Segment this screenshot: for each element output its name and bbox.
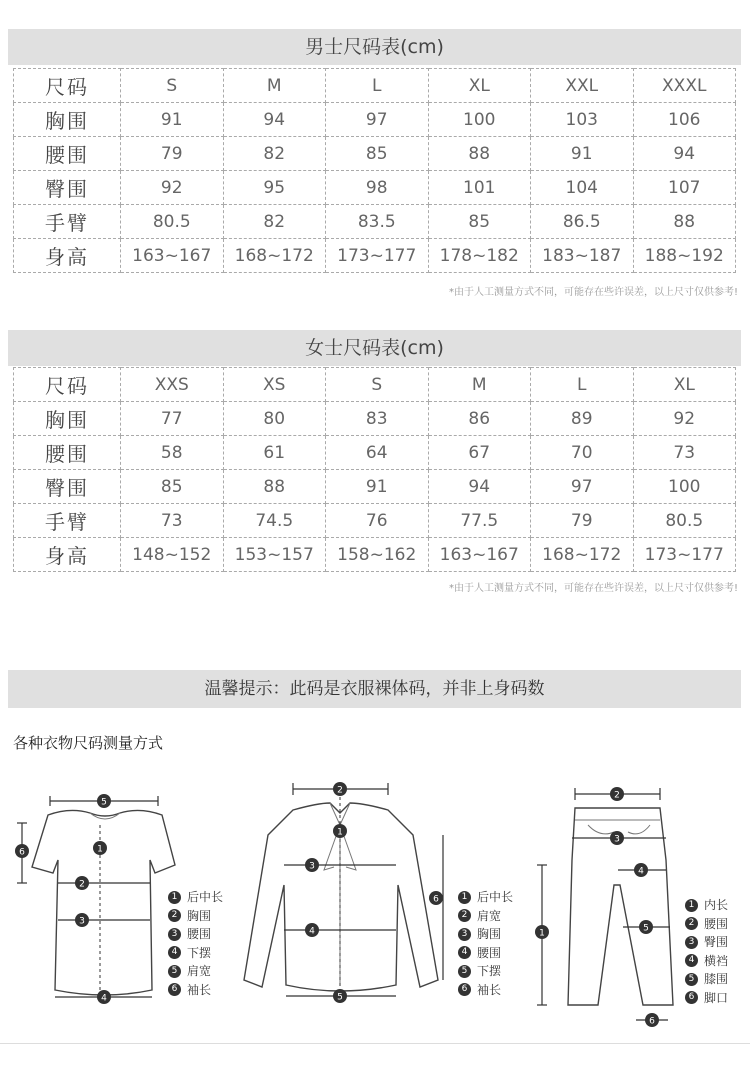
marker-4 [97, 990, 111, 1004]
table-cell: 173~177 [326, 239, 429, 273]
table-cell: 97 [531, 470, 634, 504]
table-cell: 85 [428, 205, 531, 239]
size-label: S [326, 368, 429, 402]
legend-item: 4 下摆 [168, 944, 223, 963]
shirt-legend [458, 888, 513, 999]
table-cell: 91 [326, 470, 429, 504]
table-row [14, 504, 736, 538]
tshirt-legend [168, 888, 223, 999]
measurement-methods-title: 各种衣物尺码测量方式 [13, 734, 164, 752]
svg-text:4: 4 [309, 926, 315, 937]
marker-1 [535, 925, 549, 939]
size-label: S [121, 69, 224, 103]
legend-item: 4 腰围 [458, 944, 513, 963]
table-cell: 61 [223, 436, 326, 470]
table-row [14, 239, 736, 273]
marker-2 [333, 782, 347, 796]
size-label: M [428, 368, 531, 402]
table-cell: 94 [633, 137, 736, 171]
table-cell: 94 [428, 470, 531, 504]
size-label: XS [223, 368, 326, 402]
marker-5 [639, 920, 653, 934]
pants-legend [685, 896, 728, 1007]
table-cell: 77 [121, 402, 224, 436]
table-cell: 80 [223, 402, 326, 436]
table-cell: 73 [633, 436, 736, 470]
row-label: 手臂 [14, 504, 121, 538]
table-cell: 85 [326, 137, 429, 171]
table-cell: 103 [531, 103, 634, 137]
svg-text:1: 1 [539, 928, 545, 939]
table-cell: 100 [633, 470, 736, 504]
size-label: XXS [121, 368, 224, 402]
pants-diagram [528, 780, 678, 1030]
svg-text:1: 1 [337, 827, 343, 838]
table-cell: 101 [428, 171, 531, 205]
table-cell: 88 [428, 137, 531, 171]
table-cell: 88 [223, 470, 326, 504]
row-label: 腰围 [14, 137, 121, 171]
table-cell: 82 [223, 205, 326, 239]
row-label: 手臂 [14, 205, 121, 239]
legend-item: 1 内长 [685, 896, 728, 915]
marker-6 [15, 844, 29, 858]
size-header-label: 尺码 [14, 368, 121, 402]
svg-text:4: 4 [638, 866, 644, 877]
table-cell: 74.5 [223, 504, 326, 538]
table-cell: 67 [428, 436, 531, 470]
svg-text:3: 3 [309, 861, 315, 872]
table-cell: 86.5 [531, 205, 634, 239]
table-cell: 153~157 [223, 538, 326, 572]
table-cell: 173~177 [633, 538, 736, 572]
row-label: 身高 [14, 239, 121, 273]
legend-item: 6 脚口 [685, 989, 728, 1008]
marker-4 [634, 863, 648, 877]
size-label: XXL [531, 69, 634, 103]
warm-tip-banner: 温馨提示：此码是衣服裸体码，并非上身码数 [8, 670, 741, 708]
table-cell: 148~152 [121, 538, 224, 572]
table-cell: 79 [121, 137, 224, 171]
men-table-note: *由于人工测量方式不同，可能存在些许误差，以上尺寸仅供参考! [448, 287, 738, 298]
table-cell: 98 [326, 171, 429, 205]
table-row [14, 470, 736, 504]
legend-item: 3 胸围 [458, 925, 513, 944]
marker-3 [305, 858, 319, 872]
row-label: 胸围 [14, 402, 121, 436]
table-cell: 168~172 [223, 239, 326, 273]
table-cell: 80.5 [633, 504, 736, 538]
marker-1 [93, 841, 107, 855]
legend-item: 1 后中长 [168, 888, 223, 907]
table-row [14, 171, 736, 205]
table-cell: 97 [326, 103, 429, 137]
table-row [14, 205, 736, 239]
legend-item: 6 袖长 [168, 981, 223, 1000]
table-header-row [14, 69, 736, 103]
table-row [14, 402, 736, 436]
legend-item: 3 臀围 [685, 933, 728, 952]
table-cell: 76 [326, 504, 429, 538]
svg-text:6: 6 [649, 1016, 655, 1027]
table-cell: 183~187 [531, 239, 634, 273]
marker-5 [97, 794, 111, 808]
legend-item: 2 肩宽 [458, 907, 513, 926]
size-header-label: 尺码 [14, 69, 121, 103]
table-cell: 89 [531, 402, 634, 436]
svg-text:5: 5 [643, 923, 649, 934]
table-cell: 86 [428, 402, 531, 436]
row-label: 臀围 [14, 171, 121, 205]
legend-item: 1 后中长 [458, 888, 513, 907]
table-cell: 100 [428, 103, 531, 137]
shirt-diagram [238, 775, 453, 1030]
marker-4 [305, 923, 319, 937]
svg-text:3: 3 [79, 916, 85, 927]
table-row [14, 436, 736, 470]
table-cell: 82 [223, 137, 326, 171]
size-label: L [531, 368, 634, 402]
size-label: XXXL [633, 69, 736, 103]
table-cell: 64 [326, 436, 429, 470]
svg-text:5: 5 [337, 992, 343, 1003]
table-cell: 178~182 [428, 239, 531, 273]
legend-item: 6 袖长 [458, 981, 513, 1000]
marker-6 [645, 1013, 659, 1027]
marker-5 [333, 989, 347, 1003]
table-cell: 163~167 [428, 538, 531, 572]
size-label: XL [633, 368, 736, 402]
men-size-table [13, 68, 736, 273]
legend-item: 5 肩宽 [168, 962, 223, 981]
svg-text:2: 2 [614, 790, 620, 801]
table-row [14, 103, 736, 137]
table-cell: 88 [633, 205, 736, 239]
row-label: 臀围 [14, 470, 121, 504]
marker-6 [429, 891, 443, 905]
legend-item: 2 腰围 [685, 915, 728, 934]
table-cell: 79 [531, 504, 634, 538]
table-cell: 163~167 [121, 239, 224, 273]
marker-2 [610, 787, 624, 801]
table-cell: 107 [633, 171, 736, 205]
table-cell: 94 [223, 103, 326, 137]
table-cell: 91 [531, 137, 634, 171]
row-label: 腰围 [14, 436, 121, 470]
marker-2 [75, 876, 89, 890]
women-size-chart-title: 女士尺码表(cm) [8, 330, 741, 366]
table-cell: 91 [121, 103, 224, 137]
table-cell: 168~172 [531, 538, 634, 572]
legend-item: 5 下摆 [458, 962, 513, 981]
men-size-chart-title: 男士尺码表(cm) [8, 29, 741, 65]
svg-text:1: 1 [97, 844, 103, 855]
table-cell: 95 [223, 171, 326, 205]
women-size-table [13, 367, 736, 572]
tshirt-diagram [10, 785, 180, 1020]
legend-item: 4 横裆 [685, 952, 728, 971]
size-label: M [223, 69, 326, 103]
table-header-row [14, 368, 736, 402]
table-cell: 158~162 [326, 538, 429, 572]
svg-text:6: 6 [433, 894, 439, 905]
table-cell: 58 [121, 436, 224, 470]
row-label: 胸围 [14, 103, 121, 137]
svg-text:4: 4 [101, 993, 107, 1004]
svg-text:3: 3 [614, 834, 620, 845]
row-label: 身高 [14, 538, 121, 572]
svg-text:5: 5 [101, 797, 107, 808]
table-cell: 80.5 [121, 205, 224, 239]
table-cell: 83.5 [326, 205, 429, 239]
table-cell: 92 [121, 171, 224, 205]
marker-3 [75, 913, 89, 927]
table-cell: 77.5 [428, 504, 531, 538]
table-cell: 70 [531, 436, 634, 470]
table-cell: 104 [531, 171, 634, 205]
size-label: L [326, 69, 429, 103]
table-cell: 83 [326, 402, 429, 436]
women-table-note: *由于人工测量方式不同，可能存在些许误差，以上尺寸仅供参考! [448, 583, 738, 594]
legend-item: 2 胸围 [168, 907, 223, 926]
bottom-divider [0, 1043, 750, 1044]
size-label: XL [428, 69, 531, 103]
table-row [14, 137, 736, 171]
marker-3 [610, 831, 624, 845]
table-cell: 85 [121, 470, 224, 504]
table-cell: 106 [633, 103, 736, 137]
marker-1 [333, 824, 347, 838]
table-cell: 92 [633, 402, 736, 436]
svg-text:2: 2 [337, 785, 343, 796]
legend-item: 5 膝围 [685, 970, 728, 989]
table-cell: 73 [121, 504, 224, 538]
svg-text:2: 2 [79, 879, 85, 890]
legend-item: 3 腰围 [168, 925, 223, 944]
table-cell: 188~192 [633, 239, 736, 273]
svg-text:6: 6 [19, 847, 25, 858]
table-row [14, 538, 736, 572]
